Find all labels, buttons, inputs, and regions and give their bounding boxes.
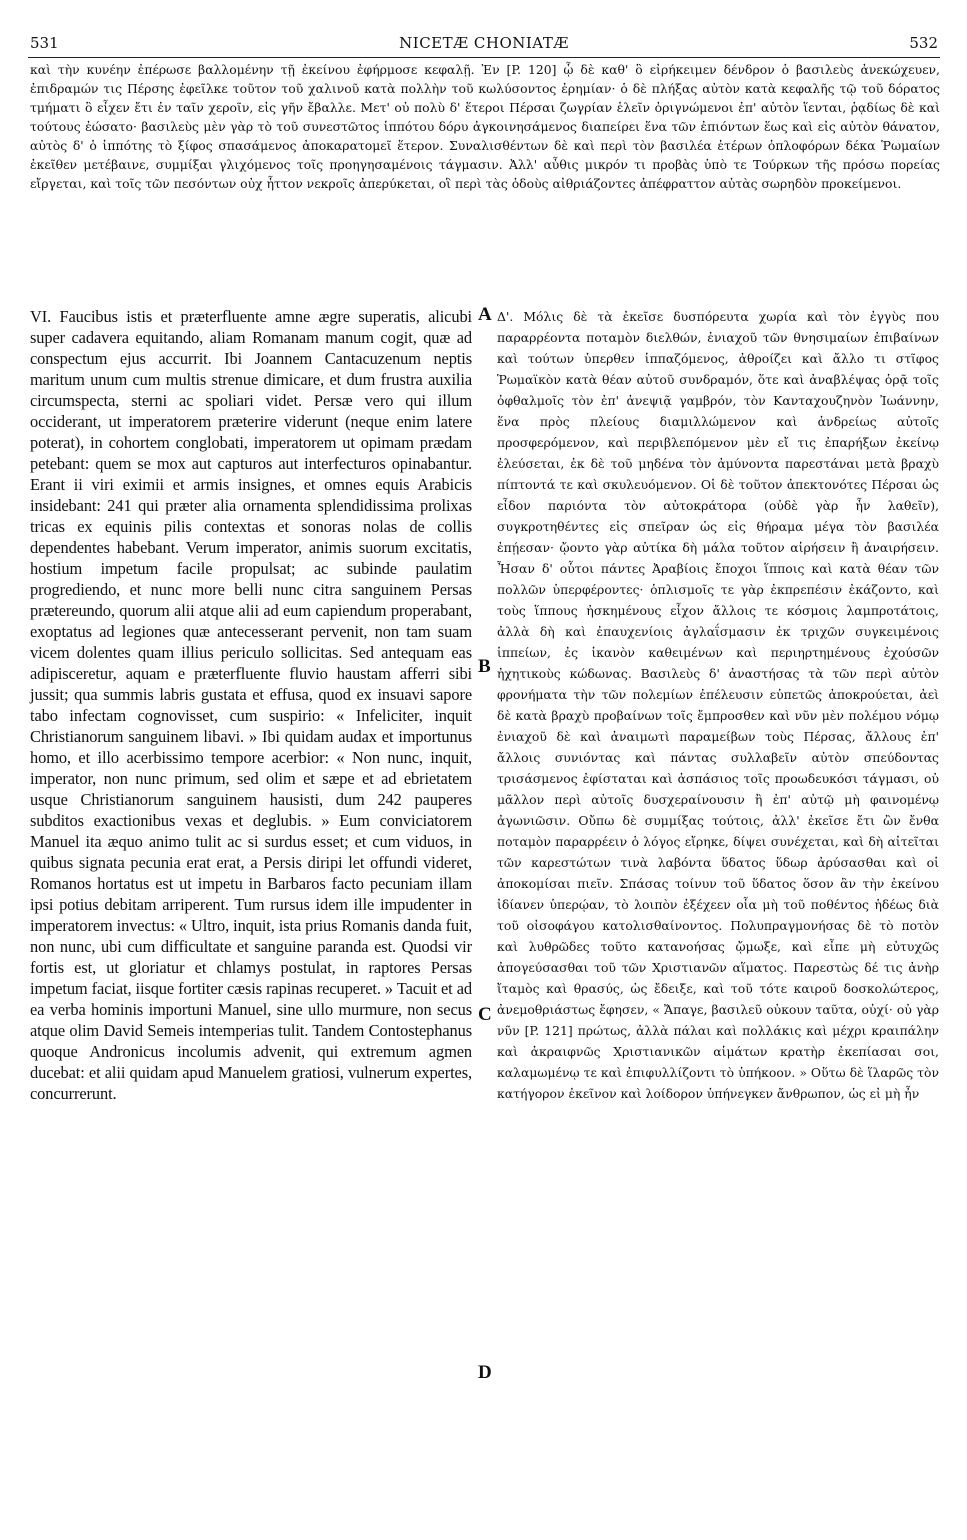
running-title: NICETÆ CHONIATÆ — [399, 34, 569, 52]
header-rule — [28, 57, 940, 58]
margin-marker-a: A — [478, 304, 492, 325]
latin-column — [30, 306, 472, 1104]
greek-paragraph: Δ'. Μόλις δὲ τὰ ἐκεῖσε δυσπόρευτα χωρία καὶ τὸν ἐγγὺς που παραρρέοντα ποταμὸν διελθών, ἐνιαχοῦ τῶν θνησιμαίων ἐπιβαίνων καὶ τούτων ὑπερθεν ἱππαζόμενος, ἀθροίζει καὶ ἄλλο τι στῖφος Ῥωμαϊκὸν κατὰ θέαν αὐτοῦ συνδραμόν, ὅτε καὶ ἀναβλέψας ὁρᾷ τοῖς ὀφθαλμοῖς τὸν ἐπ' ἀνεψιᾷ γαμβρόν, τὸν Κανταχουζηνὸν Ἰωάννην, ἕνα πρὸς πλείους διαμιλλώμενον καὶ ἀνδρείως αὐτοῖς προσφερόμενον, καὶ περιβλεπόμενον μὲν εἴ τις ἐπαρήξων ἐκείνῳ ἐλεύσεται, ἐκ δὲ τοῦ μηδένα τὸν ἀμύνοντα παρεστάναι μετὰ βραχὺ πίπτοντά τε καὶ σκυλευόμενον. Οἱ δὲ τοῦτον ἀπεκτονότες Πέρσαι ὡς εἶδον παριόντα τὸν αὐτοκράτορα (οὐδὲ γὰρ ἦν λαθεῖν), συγκροτηθέντες εἰς σπεῖραν ὡς εἰς θήραμα μέγα τὸν βασιλέα ἐπῄεσαν· ᾤοντο γὰρ αὐτίκα δὴ μάλα τοῦτον αἱρήσειν ἢ ἀναιρήσειν. Ἦσαν δ' οὗτοι πάντες Ἀραβίοις ἔποχοι ἵπποις καὶ κατὰ θέαν τῶν πολλῶν ὑπερφέροντες· ὁπλισμοῖς τε γὰρ ἐκπρεπέσιν ἐκάζοντο, καὶ τοὺς ἵππους ἠσκημένους εἶχον ἄλλοις τε κόσμοις λαμπροτάτοις, ἀλλὰ δὴ καὶ ἐπαυχενίοις ἀγλαΐσμασιν ἐκ τριχῶν συγκειμένοις ἱππείων, ἐς ἱκανὸν καθειμένων καὶ περιηρτημένους ἐχούσῶν ἠχητικοὺς κώδωνας. Βασιλεὺς δ' ἀναστήσας τὰ τῶν περὶ αὐτὸν φρονήματα τὴν τῶν πολεμίων ἐπέλευσιν εὐπετῶς ἀποκρούεται, ἀεὶ δὲ κατὰ βραχὺ προβαίνων τοῖς ἔμπροσθεν καὶ νῦν μὲν πολέμου νόμῳ ἐνιαχοῦ δὲ καὶ ἀναιμωτὶ παραμείβων τοὺς Πέρσας, ἄλλους ἐπ' ἄλλοις συνιόντας καὶ πάντας συλλαβεῖν αὐτὸν σπεύδοντας τρισάσμενος ἐφίσταται καὶ ἀσπάσιος τοῖς προωδευκόσι τάγμασι, οὐ μᾶλλον περὶ αὐτοῖς δυσχεραίνουσιν ἢ ἐπ' αὐτῷ μὴ φαινομένῳ ἀγωνιῶσιν. Οὔπω δὲ συμμίξας τούτοις, ἀλλ' ἐκεῖσε ἔτι ὢν ἔνθα ποταμὸν παραρρέειν ὁ λόγος εἴρηκε, δίψει συνέχεται, καὶ δὴ αἰτεῖται τῶν καρεστώτων τινὰ λαβόντα ὕδατος ὕδωρ ἀρύσασθαι καὶ οἱ ἀποκομίσαι πιεῖν. Σπάσας τοίνυν τοῦ ὕδατος ὅσον ἂν τὴν ἐκείνου ἰδίανεν ὑπερῴαν, τὸ λοιπὸν ἐξέχεεν οἷα μὴ τοῦ ποθέντος ἡδέως διὰ τοῦ οἰσοφάγου κατολισθαίνοντος. Πολυπραγμονήσας δὲ τὸ ποτὸν καὶ λυθρῶδες τοῦτο κατανοήσας ᾤμωξε, καὶ εἶπε μὴ εὐτυχῶς ἀπογεύσασθαι τοῦ τῶν Χριστιανῶν αἵματος. Παρεστὼς δέ τις ἀνὴρ ἴταμὸς καὶ θρασύς, ὡς ἔδειξε, καὶ τοῦ τότε καιροῦ δοσκολώτερος, ἀνεμοθριάστως ἔφησεν, « Ἄπαγε, βασιλεῦ οὐκουν ταῦτα, οὐχί· οὐ γὰρ νῦν [P. 121] πρώτως, ἀλλὰ πάλαι καὶ πολλάκις καὶ μέχρι κραιπάλην καὶ ἀκραιφνῶς Χριστιανικῶν αἱμάτων κρατὴρ ἐκεπίασαι σοι, καλαμωμένῳ τε καὶ ἐπιφυλλίζοντι τὸ ὑπήκοον. » Οὕτω δὲ ἵλαρῶς τὸν κατήγορον ἐκεῖνον καὶ λοίδορον ὑπήνεγκεν ἄνθρωπον, ὡς εἰ μὴ ἦν — [497, 309, 939, 1101]
greek-column — [497, 306, 939, 1104]
running-header — [30, 34, 938, 58]
page-number-right: 532 — [909, 34, 938, 52]
greek-top-paragraph: καὶ τὴν κυνέην ἐπέρωσε βαλλομένην τῇ ἐκείνου ἐφήρμοσε κεφαλῇ. Ἐν [P. 120] ᾧ δὲ καθ' ὃ εἰρήκειμεν δένδρον ὁ βασιλεὺς ἀνεκώχευεν, ἐπιδραμών τις Πέρσης ἐφεῖλκε τοῦτον τοῦ χαλινοῦ κατὰ πολλὴν τοῦ κωλύσοντος ἐρημίαν· ὁ δὲ πλήξας αὐτὸν κατὰ κεφαλῆς τῷ τοῦ δόρατος τμήματι ὃ εἶχεν ἔτι ἐν ταῖν χεροῖν, εἰς γῆν ἔβαλλε. Μετ' οὐ πολὺ δ' ἕτεροι Πέρσαι ζωγρίαν ἑλεῖν ὀριγνώμενοι ἐπ' αὐτὸν ἵενται, ῥᾳδίως δὲ καὶ τούτους ἐώσατο· βασιλεὺς μὲν γὰρ τὸ τοῦ συνεστῶτος ἱππότου δόρυ ἀγκοινησάμενος διαπείρει ἕνα τῶν ἐπιόντων ἕως καὶ εἰς αὐτὸν θάνατον, αὐτὸς δ' ὁ ἱππότης τὸ ξίφος σπασάμενος ἀποκαρατομεῖ ἕτερον. Συναλισθέντων δὲ καὶ περὶ τὸν βασιλέα ἑτέρων ὁπλοφόρων δέκα Ῥωμαίων ἐκεῖθεν μετέβαινε, συμμίξαι γλιχόμενος τοῖς προηγησαμένοις τάγμασιν. Ἀλλ' αὖθις μικρόν τι προβὰς ὑπὸ τε Τούρκων τῆς πρόσω πορείας εἴργεται, καὶ τοῖς τῶν πεσόντων οὐχ ἧττον νεκροῖς ἀπερύκεται, οἳ περὶ τὰς ὁδοὺς αἰθριάζοντες ἀπέφραττον αὐτὰς σωρηδὸν προκείμενοι. — [30, 62, 940, 191]
page-number-left: 531 — [30, 34, 59, 52]
margin-marker-b: B — [478, 656, 491, 677]
greek-full-width-text — [30, 60, 940, 193]
latin-paragraph: VI. Faucibus istis et præterfluente amne ægre superatis, alicubi super cadavera equitando, aliam Romanam manum cogit, quæ ad conspectum ejus accurrit. Ibi Joannem Cantacuzenum neptis maritum unum cum multis strenue dimicare, et dum frustra auxilia circumspecta, sterni ac spoliari videt. Persæ vero qui illum occiderant, ut imperatorem præterire viderunt (neque enim latere poterat), in cohortem conglobati, imperatorem ut opimam prædam petebant: quem se mox aut capturos aut interfecturos opinabantur. Erant ii viri eximii et armis insignes, et omnes equis Arabicis insidebant: 241 qui præter alia ornamenta splendidissima prolixas tricas ex equinis pilis contextas et sonoras nolas de collis dependentes habebant. Verum imperator, animis suorum excitatis, hostium impetum facile propulsat; ac subinde paulatim progrediendo, et nunc more belli nunc citra sanguinem Persas prætereundo, quorum alii atque alii ad eum capiendum properabant, exoptatus ad legiones quæ antecesserant pervenit, non tam suam vicem dolentes quam illius periculo sollicitas. Sed antequam eas adipisceretur, aquam e præterfluente fluvio haustam afferri sibi jussit; qua summis labris gustata et effusa, quod ex insuavi sapore tabo infectam cognovisset, cum suspirio: « Infeliciter, inquit Christianorum sanguinem libavi. » Ibi quidam audax et importunus homo, et illo acerbissimo tempore acerbior: « Non nunc, inquit, imperator, non nunc primum, sed olim et sæpe et ad ebrietatem usque Christianorum sanguinem hausisti, dum 242 pauperes subditos exactionibus vexas et deglubis. » Eum conviciatorem Manuel ita æquo animo tulit ac si surdus esset; et cum viduos, in quibus signata pecunia erat erat, a Persis diripi let offundi videret, Romanos hortatus est ut impetu in Barbaros facto pecuniam illam ipsi potius debitam arriperent. Tum rursus idem ille impudenter in imperatorem invectus: « Ultro, inquit, ista prius Romanis danda fuit, non nunc, ubi cum difficultate et sanguine paranda est. Quodsi vir fortis est, ut gloriatur et chlamys postulat, in raptores Persas impetum faciat, iisque fortiter cæsis rapinas recuperet. » Tacuit et ad ea verba hominis importuni Manuel, sine ullo murmure, non secus atque olim David Semeis intemperias tulit. Tandem Contostephanus quoque Andronicus incolumis advenit, qui extremum agmen ducebat: et alii quidam apud Manuelem gratiosi, vulnerum expertes, concurrerunt. — [30, 307, 472, 1103]
margin-marker-d: D — [478, 1362, 492, 1383]
margin-marker-c: C — [478, 1004, 492, 1025]
